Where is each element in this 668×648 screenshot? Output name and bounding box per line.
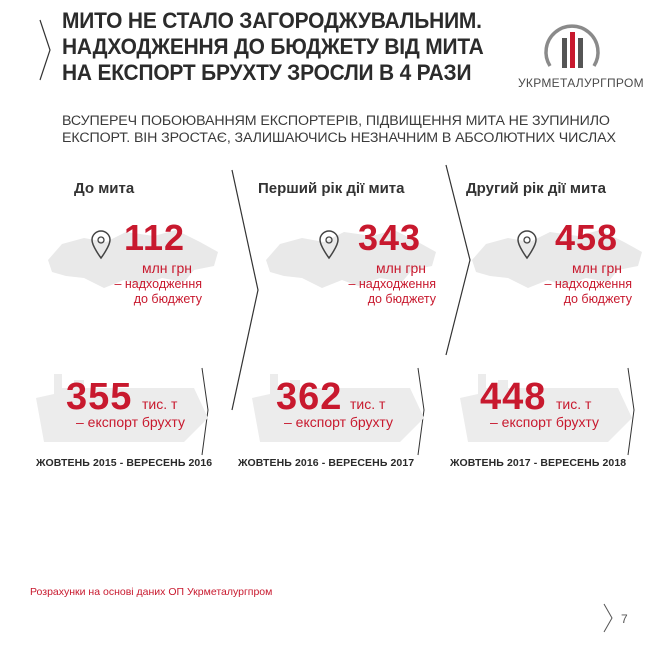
budget-value-3: 458	[555, 217, 619, 258]
page-title	[62, 8, 484, 86]
column-heading-2: Перший рік дії мита	[258, 180, 405, 197]
export-value-1: 355	[66, 376, 133, 418]
subtitle-line-1: ВСУПЕРЕЧ ПОБОЮВАННЯМ ЕКСПОРТЕРІВ, ПІДВИЩЕННЯ МИТА НЕ ЗУПИНИЛО	[62, 113, 610, 129]
logo-text: УКРМЕТАЛУРГПРОМ	[518, 76, 644, 90]
location-pin-icon-3	[516, 230, 538, 260]
export-unit-1: тис. т	[142, 396, 178, 412]
budget-caption-2	[346, 277, 436, 307]
export-caption-1: – експорт брухту	[76, 414, 185, 430]
title-line-2: НАДХОДЖЕННЯ ДО БЮДЖЕТУ ВІД МИТА	[62, 34, 484, 59]
location-pin-icon-1	[90, 230, 112, 260]
budget-value-1: 112	[124, 217, 186, 258]
column-heading-1: До мита	[74, 180, 135, 197]
page-subtitle	[62, 113, 616, 147]
subtitle-line-2: ЕКСПОРТ. ВІН ЗРОСТАЄ, ЗАЛИШАЮЧИСЬ НЕЗНАЧНИМ В АБСОЛЮТНИХ ЧИСЛАХ	[62, 130, 616, 146]
export-value-2: 362	[276, 376, 343, 418]
location-pin-icon-2	[318, 230, 340, 260]
budget-caption-3-line-2: до бюджету	[563, 292, 632, 306]
budget-caption-1-line-2: до бюджету	[133, 292, 202, 306]
budget-caption-3-line-1: – надходження	[544, 277, 632, 291]
source-footnote: Розрахунки на основі даних ОП Укрметалургпром	[30, 586, 273, 598]
export-unit-3: тис. т	[556, 396, 592, 412]
period-2: ЖОВТЕНЬ 2016 - ВЕРЕСЕНЬ 2017	[238, 457, 415, 469]
export-unit-2: тис. т	[350, 396, 386, 412]
period-1: ЖОВТЕНЬ 2015 - ВЕРЕСЕНЬ 2016	[36, 457, 213, 469]
budget-caption-2-line-2: до бюджету	[367, 292, 436, 306]
title-line-1: МИТО НЕ СТАЛО ЗАГОРОДЖУВАЛЬНИМ.	[62, 8, 482, 33]
logo-icon	[540, 18, 604, 74]
budget-caption-1-line-1: – надходження	[114, 277, 202, 291]
budget-unit-2: млн грн	[376, 260, 427, 276]
export-value-3: 448	[480, 376, 547, 418]
title-line-3: НА ЕКСПОРТ БРУХТУ ЗРОСЛИ В 4 РАЗИ	[62, 60, 472, 85]
budget-caption-2-line-1: – надходження	[348, 277, 436, 291]
budget-caption-1	[112, 277, 202, 307]
column-heading-3: Другий рік дії мита	[466, 180, 606, 197]
export-caption-2: – експорт брухту	[284, 414, 393, 430]
period-3: ЖОВТЕНЬ 2017 - ВЕРЕСЕНЬ 2018	[450, 457, 627, 469]
budget-value-2: 343	[358, 217, 422, 258]
export-caption-3: – експорт брухту	[490, 414, 599, 430]
budget-unit-3: млн грн	[572, 260, 623, 276]
title-chevron	[40, 20, 50, 80]
budget-unit-1: млн грн	[142, 260, 193, 276]
page-number: 7	[621, 612, 628, 626]
budget-caption-3	[542, 277, 632, 307]
page-chevron	[604, 604, 612, 632]
